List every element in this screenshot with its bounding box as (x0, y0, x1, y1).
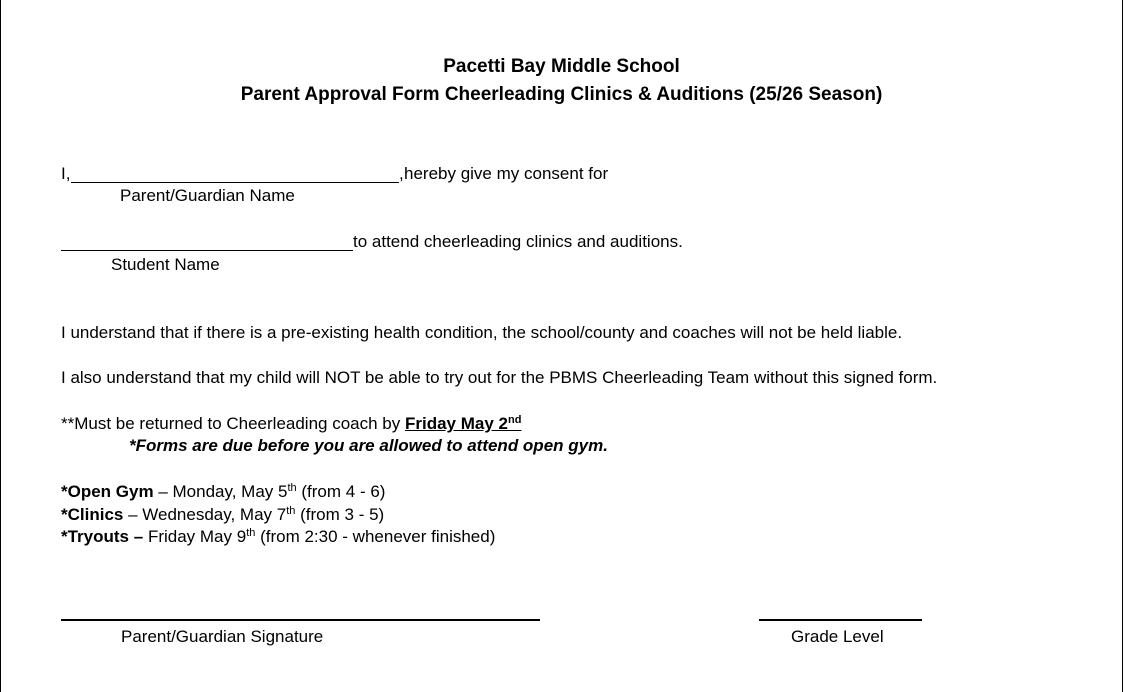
deadline-note: *Forms are due before you are allowed to attend open gym. (129, 436, 608, 455)
grade-level-label: Grade Level (791, 627, 884, 646)
liability-statement: I understand that if there is a pre-existing health condition, the school/county and coaches will not be held liable. (61, 323, 903, 342)
deadline-date: Friday May 2nd (404, 414, 522, 433)
parent-name-field[interactable] (71, 182, 399, 183)
school-name: Pacetti Bay Middle School (443, 56, 680, 77)
consent-comma: , (399, 164, 404, 183)
requirement-statement: I also understand that my child will NOT be able to try out for the PBMS Cheerleading Team without this signed form. (61, 368, 938, 387)
student-name-label: Student Name (111, 255, 220, 274)
student-suffix: to attend cheerleading clinics and auditions. (353, 232, 683, 251)
form-title: Parent Approval Form Cheerleading Clinics & Auditions (25/26 Season) (240, 84, 883, 105)
consent-prefix: I, (61, 164, 71, 183)
parent-signature-label: Parent/Guardian Signature (121, 627, 324, 646)
parent-name-label: Parent/Guardian Name (120, 186, 295, 205)
consent-suffix: hereby give my consent for (404, 164, 609, 183)
student-name-field[interactable] (61, 250, 353, 251)
schedule-open-gym: *Open Gym – Monday, May 5th (from 4 - 6) (61, 482, 386, 501)
schedule-tryouts: *Tryouts – Friday May 9th (from 2:30 - whenever finished) (61, 527, 496, 546)
deadline-line (61, 414, 521, 434)
grade-level-field[interactable] (759, 619, 922, 621)
schedule-clinics: *Clinics – Wednesday, May 7th (from 3 - 5) (61, 505, 385, 524)
parent-signature-field[interactable] (61, 619, 540, 621)
deadline-prefix: **Must be returned to Cheerleading coach by (61, 414, 405, 433)
